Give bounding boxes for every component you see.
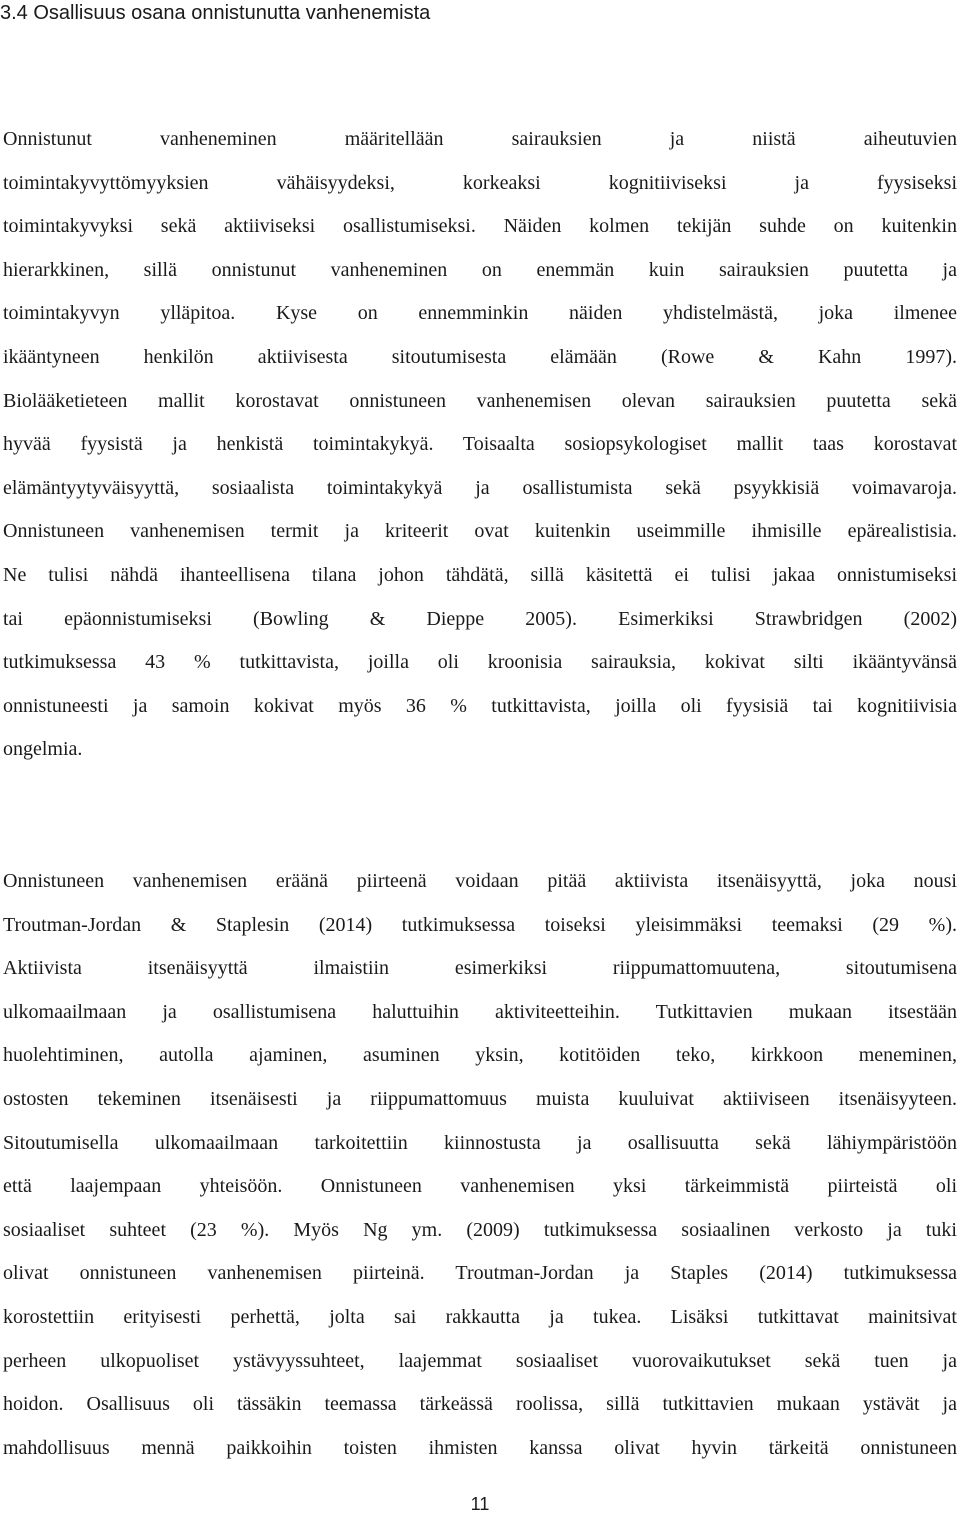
page-number: 11: [470, 1494, 490, 1514]
text-line: ostosten tekeminen itsenäisesti ja riippumattomuus muista kuuluivat aktiiviseen itsenäisyyteen.: [3, 1087, 957, 1110]
text-line: toimintakyvyksi sekä aktiiviseksi osallistumiseksi. Näiden kolmen tekijän suhde on kuitenkin: [3, 215, 957, 238]
text-line: että laajempaan yhteisöön. Onnistuneen vanhenemisen yksi tärkeimmistä piirteistä oli: [3, 1175, 957, 1198]
text-line: Onnistunut vanheneminen määritellään sairauksien ja niistä aiheutuvien: [3, 128, 957, 150]
text-line: olivat onnistuneen vanhenemisen piirteinä. Troutman-Jordan ja Staples (2014) tutkimuksessa: [3, 1262, 957, 1285]
text-line: Ne tulisi nähdä ihanteellisena tilana johon tähdätä, sillä käsitettä ei tulisi jakaa onnistumiseksi: [3, 563, 957, 586]
text-line: huolehtiminen, autolla ajaminen, asuminen yksin, kotitöiden teko, kirkkoon meneminen,: [3, 1044, 957, 1067]
text-line: elämäntyytyväisyyttä, sosiaalista toimintakykyä ja osallistumista sekä psyykkisiä voimavaroja.: [3, 476, 957, 499]
text-line: Aktiivista itsenäisyyttä ilmaistiin esimerkiksi riippumattomuutena, sitoutumisena: [3, 957, 957, 980]
text-line: Biolääketieteen mallit korostavat onnistuneen vanhenemisen olevan sairauksien puutetta sekä: [3, 389, 957, 412]
text-line: tai epäonnistumiseksi (Bowling & Dieppe 2005). Esimerkiksi Strawbridgen (2002): [3, 607, 957, 630]
text-line: Troutman-Jordan & Staplesin (2014) tutkimuksessa toiseksi yleisimmäksi teemaksi (29 %).: [3, 913, 957, 936]
text-line: ikääntyneen henkilön aktiivisesta sitoutumisesta elämään (Rowe & Kahn 1997).: [3, 345, 957, 368]
text-line: sosiaaliset suhteet (23 %). Myös Ng ym. (2009) tutkimuksessa sosiaalinen verkosto ja tuki: [3, 1218, 957, 1241]
text-line: Onnistuneen vanhenemisen eräänä piirteenä voidaan pitää aktiivista itsenäisyyttä, joka nousi: [3, 870, 957, 892]
text-line: hierarkkinen, sillä onnistunut vanheneminen on enemmän kuin sairauksien puutetta ja: [3, 258, 957, 281]
text-line: Onnistuneen vanhenemisen termit ja kriteerit ovat kuitenkin useimmille ihmisille epärealistisia.: [3, 520, 957, 543]
text-line: hoidon. Osallisuus oli tässäkin teemassa tärkeässä roolissa, sillä tutkittavien mukaan ystävät ja: [3, 1393, 957, 1416]
text-line: ongelmia.: [3, 738, 83, 761]
text-line: korostettiin erityisesti perhettä, jolta sai rakkautta ja tukea. Lisäksi tutkittavat mainitsivat: [3, 1305, 957, 1328]
text-line: onnistuneesti ja samoin kokivat myös 36 % tutkittavista, joilla oli fyysisiä tai kognitiivisia: [3, 694, 957, 717]
paragraph-2: [3, 860, 957, 1470]
section-heading: 3.4 Osallisuus osana onnistunutta vanhenemista: [0, 2, 431, 24]
text-line: mahdollisuus mennä paikkoihin toisten ihmisten kanssa olivat hyvin tärkeitä onnistuneen: [3, 1436, 957, 1459]
paragraph-1: [3, 118, 957, 772]
text-line: Sitoutumisella ulkomaailmaan tarkoitettiin kiinnostusta ja osallisuutta sekä lähiympäristöön: [3, 1131, 957, 1154]
text-line: toimintakyvyttömyyksien vähäisyydeksi, korkeaksi kognitiiviseksi ja fyysiseksi: [3, 171, 957, 194]
text-line: perheen ulkopuoliset ystävyyssuhteet, laajemmat sosiaaliset vuorovaikutukset sekä tuen ja: [3, 1349, 957, 1372]
text-line: toimintakyvyn ylläpitoa. Kyse on ennemminkin näiden yhdistelmästä, joka ilmenee: [3, 302, 957, 325]
text-line: tutkimuksessa 43 % tutkittavista, joilla oli kroonisia sairauksia, kokivat silti ikääntyvänsä: [3, 651, 957, 674]
text-line: hyvää fyysistä ja henkistä toimintakykyä. Toisaalta sosiopsykologiset mallit taas korostavat: [3, 433, 957, 456]
text-line: ulkomaailmaan ja osallistumisena haluttuihin aktiviteetteihin. Tutkittavien mukaan itsestään: [3, 1000, 957, 1023]
